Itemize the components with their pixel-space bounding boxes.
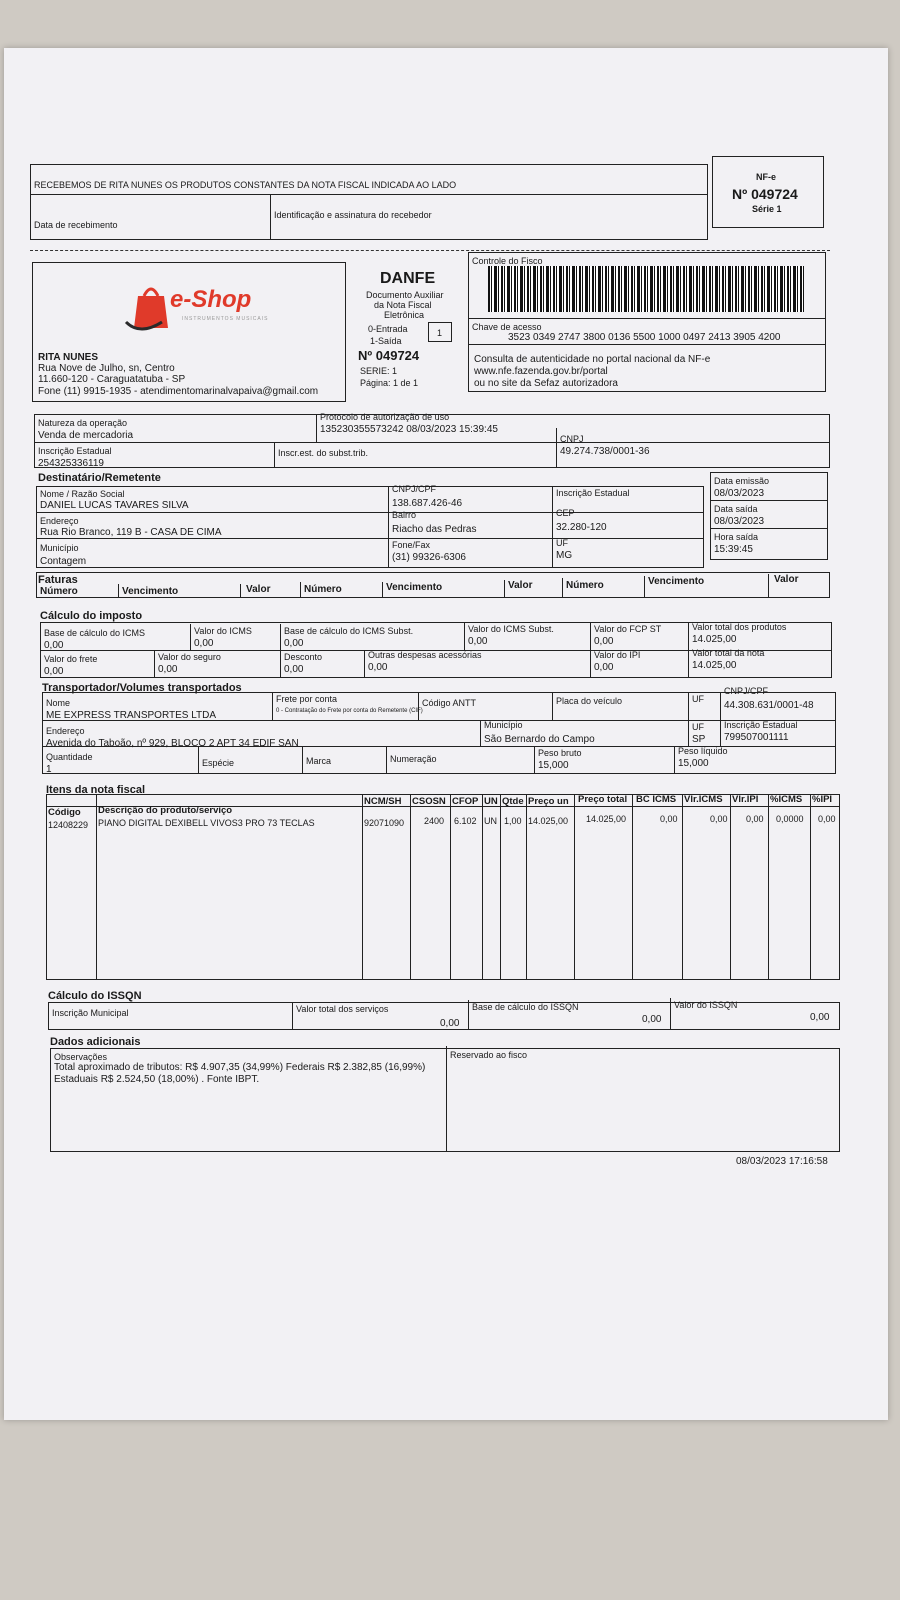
issqn-base-value: 0,00 xyxy=(642,1014,662,1025)
emitter-contact: Fone (11) 9915-1935 - atendimentomarinalvapaiva@gmail.com xyxy=(38,386,319,397)
gross-weight: 15,000 xyxy=(538,760,569,771)
consult-line1: Consulta de autenticidade no portal nacional da NF-e xyxy=(474,354,711,365)
ie-label: Inscrição Estadual xyxy=(38,446,112,456)
invoice-value-label-1: Valor xyxy=(246,584,271,595)
emitter-city: 11.660-120 - Caraguatatuba - SP xyxy=(38,374,186,385)
discount-value: 0,00 xyxy=(284,664,304,675)
recipient-city: Contagem xyxy=(40,556,87,567)
insurance-value: 0,00 xyxy=(158,664,178,675)
item-ncm: 92071090 xyxy=(364,818,405,828)
carrier-cnpj: 44.308.631/0001-48 xyxy=(724,700,814,711)
issqn-value: 0,00 xyxy=(810,1012,830,1023)
protocol-value: 135230355573242 08/03/2023 15:39:45 xyxy=(320,424,498,435)
logo-text: e-Shop xyxy=(170,286,252,313)
carrier-name: ME EXPRESS TRANSPORTES LTDA xyxy=(46,710,217,721)
icms-label: Valor do ICMS xyxy=(194,626,252,636)
antt-label: Código ANTT xyxy=(422,698,477,708)
invoice-due-label-3: Vencimento xyxy=(648,576,705,587)
ipi-label: Valor do IPI xyxy=(594,650,641,660)
danfe-saida: 1-Saída xyxy=(370,336,402,346)
recipient-phone-label: Fone/Fax xyxy=(392,540,431,550)
consult-line3: ou no site da Sefaz autorizadora xyxy=(474,378,618,389)
danfe-line1: Documento Auxiliar xyxy=(366,290,444,300)
ipi-value: 0,00 xyxy=(594,662,614,673)
base-icms-label: Base de cálculo do ICMS xyxy=(44,628,146,638)
invoice-due-label-2: Vencimento xyxy=(386,582,443,593)
col-bc-icms: BC ICMS xyxy=(636,794,677,805)
reserved-fisco-label: Reservado ao fisco xyxy=(450,1050,528,1060)
access-key-label: Chave de acesso xyxy=(472,322,542,332)
item-pct-ipi: 0,00 xyxy=(818,814,836,824)
icms-subst-label: Valor do ICMS Subst. xyxy=(468,624,554,634)
recipient-uf-label: UF xyxy=(556,538,568,548)
carrier-uf2-label: UF xyxy=(692,722,704,732)
carrier-city-label: Município xyxy=(484,720,523,730)
plate-label: Placa do veículo xyxy=(556,696,623,706)
total-products-label: Valor total dos produtos xyxy=(692,622,787,632)
recipient-name-label: Nome / Razão Social xyxy=(40,489,125,499)
access-key-value: 3523 0349 2747 3800 0136 5500 1000 0497 2413 3905 4200 xyxy=(508,332,781,343)
qty-label: Quantidade xyxy=(46,752,93,762)
nature-label: Natureza da operação xyxy=(38,418,128,428)
danfe-series: SERIE: 1 xyxy=(360,366,398,376)
fisco-control-label: Controle do Fisco xyxy=(472,256,543,266)
total-note-label: Valor total da nota xyxy=(692,648,765,658)
item-total-price: 14.025,00 xyxy=(586,814,627,824)
danfe-line3: Eletrônica xyxy=(384,310,425,320)
nfe-number: Nº 049724 xyxy=(732,186,798,202)
base-icms-value: 0,00 xyxy=(44,640,64,651)
col-vlr-ipi: Vlr.IPI xyxy=(732,794,759,805)
emission-date: 08/03/2023 xyxy=(714,488,765,499)
danfe-page: Página: 1 de 1 xyxy=(360,378,419,388)
danfe-number: Nº 049724 xyxy=(358,348,420,363)
recipient-uf: MG xyxy=(556,550,573,561)
recipient-city-label: Município xyxy=(40,543,79,553)
carrier-address-label: Endereço xyxy=(46,726,85,736)
invoices-title: Faturas xyxy=(38,574,78,586)
carrier-ie-label: Inscrição Estadual xyxy=(724,720,798,730)
invoice-value-label-2: Valor xyxy=(508,580,533,591)
cut-line xyxy=(30,250,830,251)
col-ncm: NCM/SH xyxy=(364,796,402,807)
exit-date: 08/03/2023 xyxy=(714,516,765,527)
other-expenses-label: Outras despesas acessórias xyxy=(368,650,482,660)
freight-mode-label: Frete por conta xyxy=(276,694,338,704)
observations-label: Observações xyxy=(54,1052,108,1062)
carrier-uf-label: UF xyxy=(692,694,704,704)
col-cfop: CFOP xyxy=(452,796,479,807)
danfe-type-value: 1 xyxy=(437,328,443,338)
qty-value: 1 xyxy=(46,764,52,775)
base-subst-value: 0,00 xyxy=(284,638,304,649)
recipient-title: Destinatário/Remetente xyxy=(38,472,161,484)
services-total-value: 0,00 xyxy=(440,1018,460,1029)
recipient-cpf-label: CNPJ/CPF xyxy=(392,484,437,494)
cnpj-label: CNPJ xyxy=(560,434,584,444)
ie-subst-label: Inscr.est. do subst.trib. xyxy=(278,448,369,458)
recipient-address: Rua Rio Branco, 119 B - CASA DE CIMA xyxy=(40,527,222,538)
receipt-stub xyxy=(30,164,708,240)
invoice-value-label-3: Valor xyxy=(774,574,799,585)
invoice-due-label-1: Vencimento xyxy=(122,586,179,597)
col-unit-price: Preço un xyxy=(528,796,569,807)
net-weight: 15,000 xyxy=(678,758,709,769)
exit-time-label: Hora saída xyxy=(714,532,759,542)
danfe-entrada: 0-Entrada xyxy=(368,324,408,334)
item-un: UN xyxy=(484,816,497,826)
observations-line1: Total aproximado de tributos: R$ 4.907,35 (34,99%) Federais R$ 2.382,85 (16,99%) xyxy=(54,1062,426,1073)
freight-value: 0,00 xyxy=(44,666,64,677)
col-total-price: Preço total xyxy=(578,794,628,805)
carrier-address: Avenida do Taboão, nº 929, BLOCO 2 APT 34 EDIF SAN xyxy=(46,738,299,749)
exit-label: Data saída xyxy=(714,504,758,514)
nature-value: Venda de mercadoria xyxy=(38,430,134,441)
col-vlr-icms: Vlr.ICMS xyxy=(684,794,723,805)
recipient-cpf: 138.687.426-46 xyxy=(392,498,463,509)
icms-value: 0,00 xyxy=(194,638,214,649)
recipient-district: Riacho das Pedras xyxy=(392,524,477,535)
item-code: 12408229 xyxy=(48,820,89,830)
invoice-number-label-2: Número xyxy=(304,584,342,595)
logo-subtext: INSTRUMENTOS MUSICAIS xyxy=(182,316,269,322)
invoice-paper xyxy=(4,48,888,1420)
ie-value: 254325336119 xyxy=(38,458,104,469)
item-csosn: 2400 xyxy=(424,816,445,826)
exit-time: 15:39:45 xyxy=(714,544,753,555)
total-products-value: 14.025,00 xyxy=(692,634,737,645)
recipient-district-label: Bairro xyxy=(392,510,417,520)
protocol-label: Protocolo de autorização de uso xyxy=(320,412,450,422)
additional-title: Dados adicionais xyxy=(50,1036,141,1048)
invoice-number-label-3: Número xyxy=(566,580,604,591)
danfe-title: DANFE xyxy=(380,270,436,287)
services-total-label: Valor total dos serviços xyxy=(296,1004,389,1014)
emitter-name: RITA NUNES xyxy=(38,352,98,363)
item-description: PIANO DIGITAL DEXIBELL VIVOS3 PRO 73 TECLAS xyxy=(98,818,315,828)
observations-line2: Estaduais R$ 2.524,50 (18,00%) . Fonte IBPT. xyxy=(54,1074,260,1085)
consult-line2: www.nfe.fazenda.gov.br/portal xyxy=(474,366,608,377)
nfe-label: NF-e xyxy=(756,172,776,182)
emission-label: Data emissão xyxy=(714,476,770,486)
fcp-label: Valor do FCP ST xyxy=(594,624,662,634)
net-weight-label: Peso líquido xyxy=(678,746,728,756)
recipient-cep-label: CEP xyxy=(556,508,575,518)
total-note-value: 14.025,00 xyxy=(692,660,737,671)
invoice-number-label-1: Número xyxy=(40,586,78,597)
emitter-address: Rua Nove de Julho, sn, Centro xyxy=(38,363,175,374)
recipient-phone: (31) 99326-6306 xyxy=(392,552,466,563)
col-un: UN xyxy=(484,796,498,807)
carrier-cnpj-label: CNPJ/CPF xyxy=(724,686,769,696)
item-qty: 1,00 xyxy=(504,816,522,826)
tax-title: Cálculo do imposto xyxy=(40,610,143,622)
freight-mode-value: 0 - Contratação do Frete por conta do Remetente (CIF) xyxy=(276,708,423,714)
item-vlr-ipi: 0,00 xyxy=(746,814,764,824)
carrier-city: São Bernardo do Campo xyxy=(484,734,595,745)
item-cfop: 6.102 xyxy=(454,816,477,826)
species-label: Espécie xyxy=(202,758,235,768)
recipient-ie-label: Inscrição Estadual xyxy=(556,488,630,498)
issqn-value-label: Valor do ISSQN xyxy=(674,1000,738,1010)
municipal-reg-label: Inscrição Municipal xyxy=(52,1008,129,1018)
issqn-base-label: Base de cálculo do ISSQN xyxy=(472,1002,579,1012)
col-pct-icms: %ICMS xyxy=(770,794,803,805)
issqn-title: Cálculo do ISSQN xyxy=(48,990,142,1002)
receipt-signature-label: Identificação e assinatura do recebedor xyxy=(274,210,432,220)
discount-label: Desconto xyxy=(284,652,323,662)
recipient-address-label: Endereço xyxy=(40,516,79,526)
operation-box xyxy=(34,414,830,468)
col-description: Descrição do produto/serviço xyxy=(98,805,233,816)
col-pct-ipi: %IPI xyxy=(812,794,833,805)
base-subst-label: Base de cálculo do ICMS Subst. xyxy=(284,626,414,636)
print-timestamp: 08/03/2023 17:16:58 xyxy=(736,1156,828,1167)
nfe-series: Série 1 xyxy=(752,204,782,214)
insurance-label: Valor do seguro xyxy=(158,652,221,662)
recipient-cep: 32.280-120 xyxy=(556,522,607,533)
cnpj-value: 49.274.738/0001-36 xyxy=(560,446,650,457)
item-vlr-icms: 0,00 xyxy=(710,814,728,824)
brand-label: Marca xyxy=(306,756,332,766)
transport-title: Transportador/Volumes transportados xyxy=(42,682,242,694)
other-expenses-value: 0,00 xyxy=(368,662,388,673)
item-bc-icms: 0,00 xyxy=(660,814,678,824)
icms-subst-value: 0,00 xyxy=(468,636,488,647)
carrier-name-label: Nome xyxy=(46,698,71,708)
recipient-name: DANIEL LUCAS TAVARES SILVA xyxy=(40,500,189,511)
item-unit-price: 14.025,00 xyxy=(528,816,569,826)
numbering-label: Numeração xyxy=(390,754,437,764)
gross-weight-label: Peso bruto xyxy=(538,748,582,758)
col-csosn: CSOSN xyxy=(412,796,446,807)
barcode xyxy=(488,266,804,312)
danfe-line2: da Nota Fiscal xyxy=(374,300,432,310)
receipt-date-label: Data de recebimento xyxy=(34,220,118,230)
item-pct-icms: 0,0000 xyxy=(776,814,804,824)
carrier-ie: 799507001111 xyxy=(724,732,789,743)
fcp-value: 0,00 xyxy=(594,636,614,647)
col-code: Código xyxy=(48,807,81,818)
freight-label: Valor do frete xyxy=(44,654,98,664)
carrier-uf2: SP xyxy=(692,734,706,745)
items-title: Itens da nota fiscal xyxy=(46,784,146,796)
col-qty: Qtde xyxy=(502,796,524,807)
receipt-text: RECEBEMOS DE RITA NUNES OS PRODUTOS CONSTANTES DA NOTA FISCAL INDICADA AO LADO xyxy=(34,180,457,190)
